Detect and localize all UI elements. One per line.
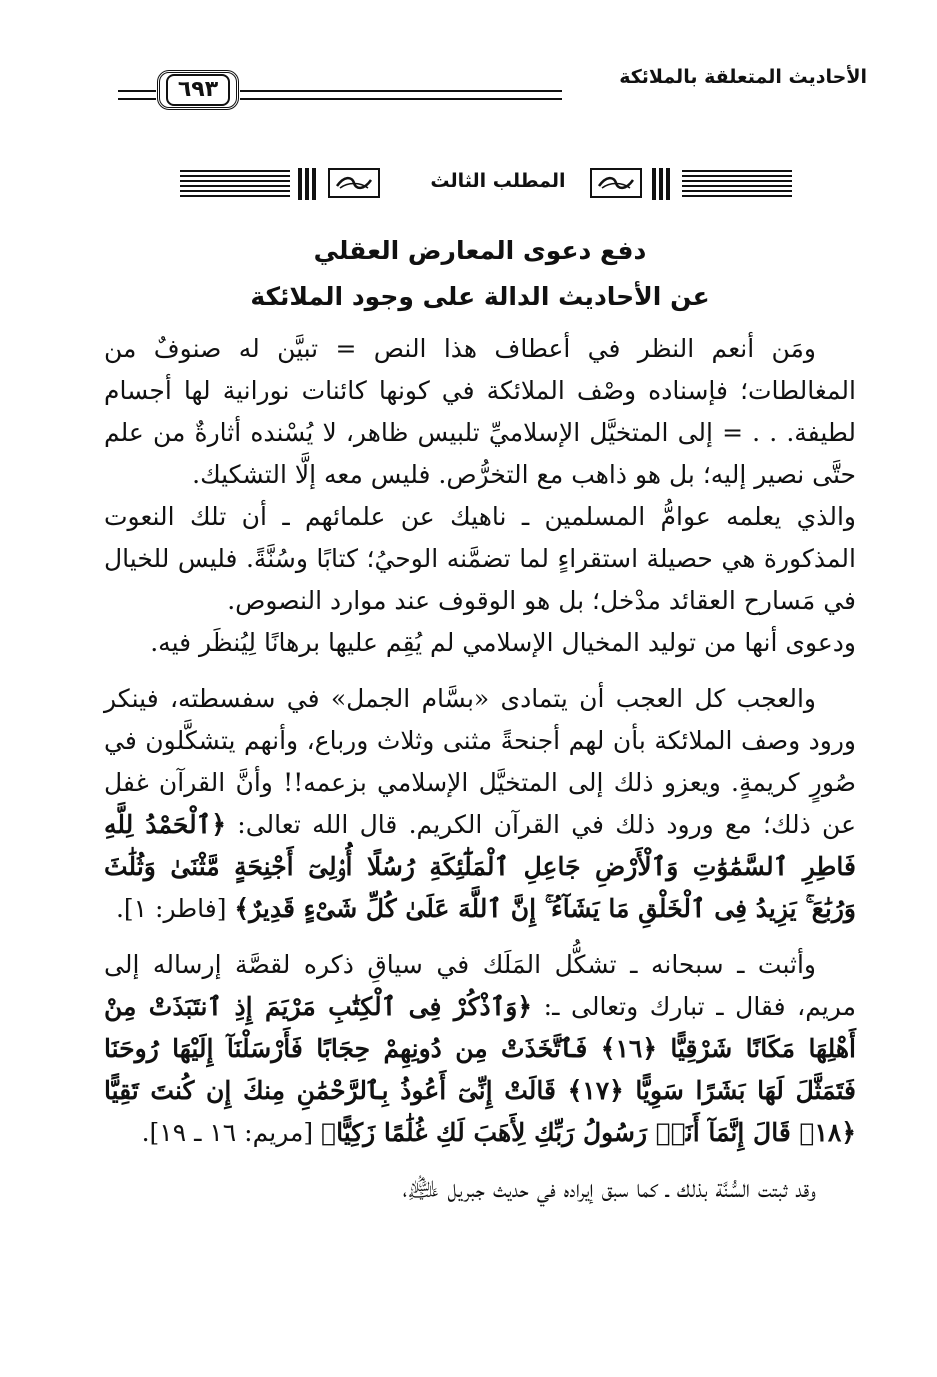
ornament-bars-left <box>298 168 318 200</box>
ornament-lines-left <box>180 170 290 198</box>
ornament-lines-right <box>682 170 792 198</box>
verse-reference-fatir: [فاطر: ١]. <box>115 894 227 923</box>
paragraph-2: والذي يعلمه عوامُّ المسلمين ـ ناهيك عن علمائهم ـ أن تلك النعوت المذكورة هي حصيلة استقراءٍ لما تضمَّنه الوحيُ؛ كتابًا وسُنَّةً. فليس للخيال في مَسارح العقائد مدْخل؛ بل هو الوقوف عند موارد النصوص. <box>104 502 856 615</box>
scroll-ornament-icon <box>328 168 380 198</box>
paragraph-5 <box>104 944 856 1154</box>
header-rule-left <box>118 90 156 100</box>
scroll-ornament-icon <box>590 168 642 198</box>
paragraph-6: وقد ثبتت السُّنَّة بذلك ـ كما سبق إيراده في حديث جبريل ﵇، <box>402 1174 816 1203</box>
body-text <box>104 328 856 1224</box>
page-number: ٦٩٣ <box>166 74 230 106</box>
quran-verse-fatir: ﴿ٱلْحَمْدُ لِلَّهِ فَاطِرِ ٱلسَّمَٰوَٰتِ وَٱلْأَرْضِ جَاعِلِ ٱلْمَلَٰٓئِكَةِ رُسُلًا أُو۟لِىٓ أَجْنِحَةٍ مَّثْنَىٰ وَثُلَٰثَ وَرُبَٰعَ ۚ يَزِيدُ فِى ٱلْخَلْقِ مَا يَشَآءُ ۚ إِنَّ ٱللَّهَ عَلَىٰ كُلِّ شَىْءٍ قَدِيرٌ﴾ <box>104 810 856 923</box>
section-label: المطلب الثالث <box>430 170 566 192</box>
section-ornament <box>180 168 792 202</box>
section-title-line2: عن الأحاديث الدالة على وجود الملائكة <box>250 282 710 311</box>
quran-verse-maryam: ﴿وَٱذْكُرْ فِى ٱلْكِتَٰبِ مَرْيَمَ إِذِ ٱنتَبَذَتْ مِنْ أَهْلِهَا مَكَانًا شَرْقِيًّا ﴿١٦﴾ فَٱتَّخَذَتْ مِن دُونِهِمْ حِجَابًا فَأَرْسَلْنَآ إِلَيْهَا رُوحَنَا فَتَمَثَّلَ لَهَا بَشَرًا سَوِيًّا ﴿١٧﴾ قَالَتْ إِنِّىٓ أَعُوذُ بِٱلرَّحْمَٰنِ مِنكَ إِن كُنتَ تَقِيًّا ﴿١٨﴾ قَالَ إِنَّمَآ أَنَا۠ رَسُولُ رَبِّكِ لِأَهَبَ لَكِ غُلَٰمًا زَكِيًّا﴾ <box>104 992 856 1147</box>
paragraph-5-text: وأثبت ـ سبحانه ـ تشكُّل المَلَك في سياقِ ذكره لقصَّة إرساله إلى مريم، فقال ـ تبارك وتعالى ـ: <box>104 950 856 1021</box>
section-title-line1: دفع دعوى المعارض العقلي <box>313 236 647 265</box>
verse-reference-maryam: [مريم: ١٦ ـ ١٩]. <box>141 1118 314 1147</box>
header-rule <box>240 90 562 100</box>
paragraph-4-text: والعجب كل العجب أن يتمادى «بسَّام الجمل» في سفسطته، فينكر ورود وصف الملائكة بأن لهم أجنحةً مثنى وثلاث ورباع، وأنهم يتشكَّلون في صُورٍ كريمةٍ. ويعزو ذلك إلى المتخيَّل الإسلامي بزعمه!! وأنَّ القرآن غفل عن ذلك؛ مع ورود ذلك في القرآن الكريم. قال الله تعالى: <box>104 684 856 839</box>
page-number-frame <box>157 70 239 110</box>
paragraph-3: ودعوى أنها من توليد المخيال الإسلامي لم يُقِم عليها برهانًا لِيُنظَر فيه. <box>150 628 856 657</box>
ornament-bars-right <box>652 168 672 200</box>
paragraph-4 <box>104 678 856 930</box>
running-title: الأحاديث المتعلقة بالملائكة <box>619 66 867 88</box>
paragraph-1: ومَن أنعم النظر في أعطاف هذا النص = تبيَّن له صنوفٌ من المغالطات؛ فإسناده وصْف الملائكة في كونها كائنات نورانية لها أجسام لطيفة. . . = إلى المتخيَّل الإسلاميِّ تلبيس ظاهر، لا يُسْنده أثارةٌ من علم حتَّى نصير إليه؛ بل هو ذاهب مع التخرُّص. فليس معه إلَّا التشكيك. <box>104 334 856 489</box>
